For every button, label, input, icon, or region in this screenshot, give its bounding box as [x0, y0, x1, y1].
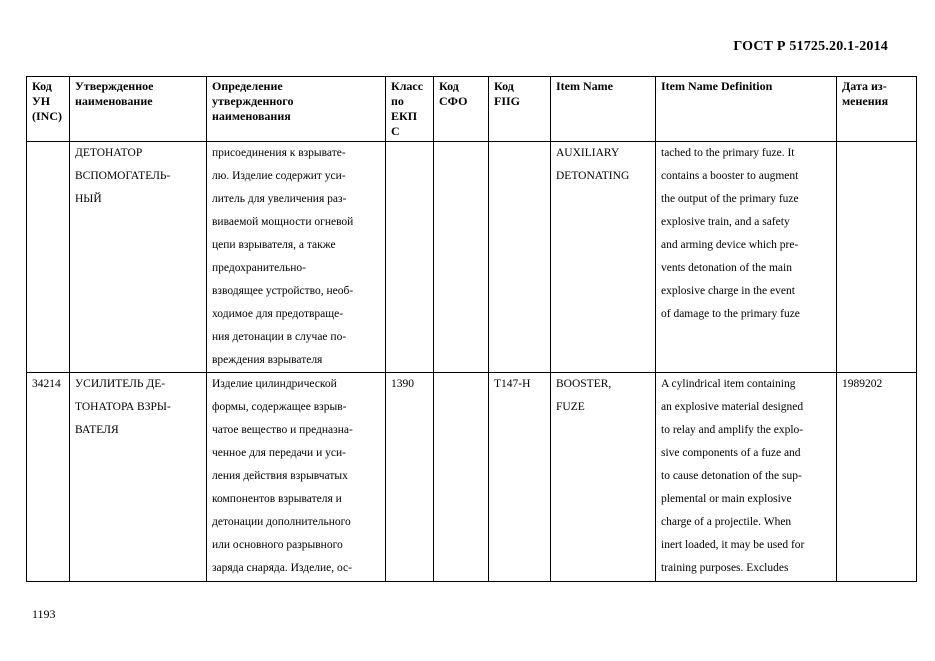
cell-inc: 34214: [27, 373, 70, 582]
column-header-change-date: Дата из- менения: [837, 77, 917, 142]
column-header-fiig-code: Код FIIG: [489, 77, 551, 142]
cell-item-name-definition: A cylindrical item containing an explosive material designed to relay and amplify the explo- sive components of a fuze and to cause detonation of the sup- plemental or main explosive charge of a projectile. When inert loaded, it may be used for training purposes. Excludes: [656, 373, 837, 582]
column-header-item-name: Item Name: [551, 77, 656, 142]
cell-approved-name: ДЕТОНАТОР ВСПОМОГАТЕЛЬ- НЫЙ: [70, 142, 207, 373]
cell-item-name-definition: tached to the primary fuze. It contains a booster to augment the output of the primary fuze explosive train, and a safety and arming device which pre- vents detonation of the main explosive charge in the event of damage to the primary fuze: [656, 142, 837, 373]
column-header-sfo-code: Код СФО: [434, 77, 489, 142]
column-header-definition: Определение утвержденного наименования: [207, 77, 386, 142]
cell-fiig-code: [489, 142, 551, 373]
cell-inc: [27, 142, 70, 373]
table-row: [27, 373, 917, 582]
cell-sfo-code: [434, 373, 489, 582]
table-row: [27, 142, 917, 373]
page-number: 1193: [32, 607, 56, 621]
cell-item-name: BOOSTER, FUZE: [551, 373, 656, 582]
cell-ekps-class: 1390: [386, 373, 434, 582]
column-header-ekps-class: Класс по ЕКП С: [386, 77, 434, 142]
document-standard-header: ГОСТ Р 51725.20.1-2014: [733, 39, 888, 54]
cell-fiig-code: T147-H: [489, 373, 551, 582]
cell-ekps-class: [386, 142, 434, 373]
cell-change-date: [837, 142, 917, 373]
cell-approved-name: УСИЛИТЕЛЬ ДЕ- ТОНАТОРА ВЗРЫ- ВАТЕЛЯ: [70, 373, 207, 582]
cell-sfo-code: [434, 142, 489, 373]
cell-definition: присоединения к взрывате- лю. Изделие содержит уси- литель для увеличения раз- виваемой мощности огневой цепи взрывателя, а также предохранительно- взводящее устройство, необ- ходимое для предотвраще- ния детонации в случае по- вреждения взрывателя: [207, 142, 386, 373]
column-header-approved-name: Утвержденное наименование: [70, 77, 207, 142]
cell-item-name: AUXILIARY DETONATING: [551, 142, 656, 373]
table-header-row: [27, 77, 917, 142]
column-header-item-name-definition: Item Name Definition: [656, 77, 837, 142]
nomenclature-table: [26, 76, 917, 582]
cell-change-date: 1989202: [837, 373, 917, 582]
cell-definition: Изделие цилиндрической формы, содержащее взрыв- чатое вещество и предназна- ченное для передачи и уси- ления действия взрывчатых компонентов взрывателя и детонации дополнительного или основного разрывного заряда снаряда. Изделие, ос-: [207, 373, 386, 582]
column-header-inc: Код УН (INC): [27, 77, 70, 142]
